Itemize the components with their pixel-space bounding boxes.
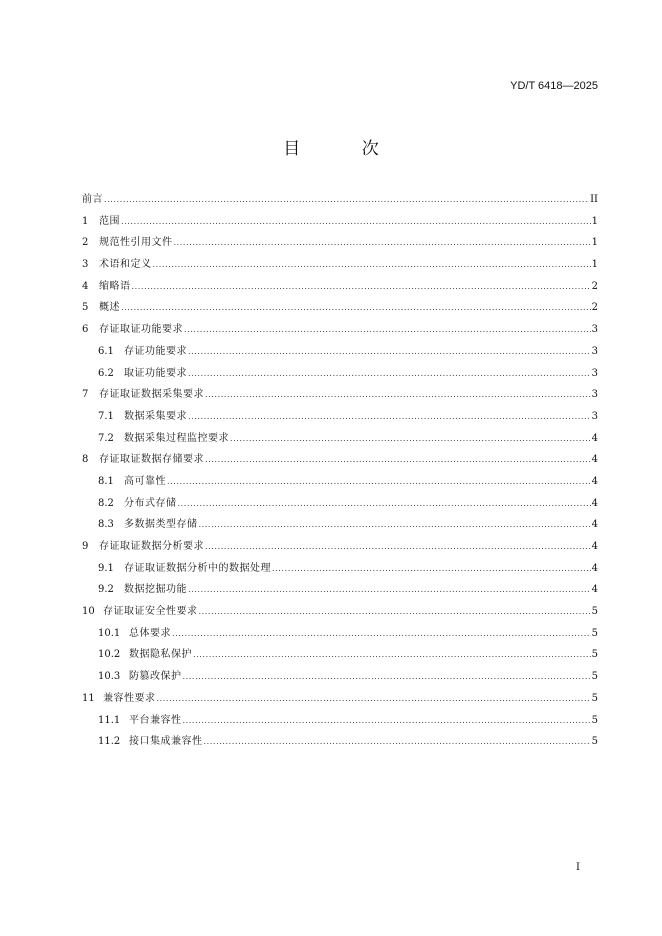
toc-entry-page: 3 (591, 345, 598, 357)
toc-entry-page: 4 (591, 475, 598, 487)
toc-entry-label: 概述 (99, 302, 120, 314)
toc-entry-page: 4 (591, 519, 598, 531)
toc-entry[interactable] (82, 276, 598, 298)
toc-entry[interactable] (82, 688, 598, 710)
toc-entry-page: 4 (591, 432, 598, 444)
toc-entry-number: 8.1 (98, 475, 114, 487)
toc-dot-leader (184, 319, 591, 341)
table-of-contents (82, 189, 598, 753)
toc-entry-page: 4 (591, 584, 598, 596)
toc-entry-number: 11.2 (98, 736, 121, 748)
toc-entry[interactable] (82, 449, 598, 471)
toc-entry-label: 存证取证数据分析要求 (99, 541, 204, 552)
toc-entry-page: 4 (591, 562, 598, 574)
toc-entry-label: 分布式存储 (124, 497, 177, 509)
toc-entry[interactable] (82, 558, 598, 580)
toc-entry-number: 9 (82, 541, 89, 552)
page-title: 目 次 (283, 139, 407, 159)
toc-entry[interactable] (82, 666, 598, 688)
toc-entry[interactable] (82, 189, 598, 211)
toc-dot-leader (188, 406, 591, 428)
toc-entry-number: 10.1 (98, 627, 121, 639)
toc-dot-leader (121, 297, 591, 319)
toc-entry-number: 5 (82, 302, 89, 314)
toc-entry-label: 前言 (82, 194, 103, 205)
toc-entry-page: 4 (591, 454, 598, 466)
toc-entry-label: 高可靠性 (124, 475, 166, 487)
toc-dot-leader (157, 688, 591, 710)
toc-entry[interactable] (82, 536, 598, 558)
toc-entry-page: 4 (591, 497, 598, 509)
toc-entry[interactable] (82, 493, 598, 515)
toc-entry-page: 3 (591, 367, 598, 379)
toc-entry-number: 10.2 (98, 649, 121, 661)
toc-entry-label: 数据采集要求 (124, 410, 187, 422)
toc-dot-leader (167, 471, 591, 493)
toc-entry-page: 4 (591, 541, 598, 552)
toc-dot-leader (205, 536, 591, 558)
toc-entry-page: II (590, 194, 598, 205)
toc-entry-number: 8.2 (98, 497, 114, 509)
toc-entry-page: 5 (591, 736, 598, 748)
toc-entry-label: 平台兼容性 (129, 714, 182, 726)
toc-entry-label: 存证取证数据采集要求 (99, 389, 204, 401)
page-number: I (576, 862, 580, 873)
toc-entry[interactable] (82, 428, 598, 450)
toc-dot-leader (153, 254, 591, 276)
toc-entry[interactable] (82, 232, 598, 254)
toc-entry[interactable] (82, 710, 598, 732)
toc-dot-leader (121, 211, 591, 233)
toc-entry[interactable] (82, 363, 598, 385)
toc-entry-label: 数据隐私保护 (129, 649, 192, 661)
toc-entry-label: 规范性引用文件 (99, 237, 173, 249)
toc-entry-number: 7.1 (98, 410, 114, 422)
toc-entry-page: 3 (591, 389, 598, 401)
toc-entry[interactable] (82, 471, 598, 493)
toc-entry-number: 6.2 (98, 367, 114, 379)
toc-dot-leader (205, 384, 591, 406)
toc-entry-page: 5 (591, 671, 598, 683)
toc-entry[interactable] (82, 731, 598, 753)
toc-entry-number: 6 (82, 324, 89, 336)
toc-entry-page: 5 (591, 627, 598, 639)
toc-entry-label: 存证取证数据存储要求 (99, 454, 204, 466)
toc-entry[interactable] (82, 384, 598, 406)
toc-entry-number: 7.2 (98, 432, 114, 444)
toc-dot-leader (199, 601, 591, 623)
toc-dot-leader (188, 341, 591, 363)
toc-entry[interactable] (82, 341, 598, 363)
toc-dot-leader (188, 579, 591, 601)
toc-entry[interactable] (82, 579, 598, 601)
toc-entry-number: 2 (82, 237, 89, 249)
toc-entry[interactable] (82, 254, 598, 276)
toc-entry[interactable] (82, 211, 598, 233)
toc-entry-label: 总体要求 (129, 627, 171, 639)
toc-entry-label: 术语和定义 (99, 259, 152, 271)
toc-entry-page: 1 (591, 259, 598, 271)
toc-entry-page: 1 (591, 215, 598, 227)
toc-entry[interactable] (82, 644, 598, 666)
toc-entry-number: 10 (82, 606, 95, 618)
toc-dot-leader (193, 644, 591, 666)
toc-entry-label: 存证功能要求 (124, 345, 187, 357)
toc-entry-page: 5 (591, 692, 598, 704)
toc-entry-number: 9.2 (98, 584, 114, 596)
toc-entry-number: 10.3 (98, 671, 121, 683)
toc-dot-leader (230, 428, 591, 450)
toc-dot-leader (204, 731, 591, 753)
toc-entry-page: 5 (591, 606, 598, 618)
standard-code: YD/T 6418—2025 (510, 80, 598, 92)
toc-entry-label: 兼容性要求 (103, 692, 156, 704)
toc-dot-leader (172, 623, 591, 645)
toc-entry-number: 9.1 (98, 562, 114, 574)
toc-entry[interactable] (82, 319, 598, 341)
toc-entry-page: 2 (591, 302, 598, 314)
toc-entry-label: 数据采集过程监控要求 (124, 432, 229, 444)
toc-entry-label: 范围 (99, 215, 120, 227)
toc-entry-label: 接口集成兼容性 (129, 736, 203, 748)
toc-entry-label: 缩略语 (99, 280, 131, 292)
toc-entry[interactable] (82, 514, 598, 536)
toc-entry-label: 存证取证功能要求 (99, 324, 183, 336)
toc-entry-page: 1 (591, 237, 598, 249)
toc-dot-leader (104, 189, 589, 211)
toc-dot-leader (199, 514, 591, 536)
toc-entry-page: 5 (591, 649, 598, 661)
toc-entry-number: 6.1 (98, 345, 114, 357)
toc-dot-leader (183, 710, 591, 732)
toc-entry[interactable] (82, 297, 598, 319)
toc-entry-number: 3 (82, 259, 89, 271)
toc-dot-leader (132, 276, 591, 298)
toc-dot-leader (183, 666, 591, 688)
toc-entry[interactable] (82, 601, 598, 623)
toc-entry[interactable] (82, 623, 598, 645)
toc-dot-leader (188, 363, 591, 385)
toc-entry-page: 5 (591, 714, 598, 726)
toc-entry-label: 数据挖掘功能 (124, 584, 187, 596)
toc-dot-leader (174, 232, 591, 254)
toc-entry-page: 2 (591, 280, 598, 292)
toc-entry-label: 存证取证安全性要求 (103, 606, 198, 618)
toc-entry[interactable] (82, 406, 598, 428)
toc-entry-number: 11 (82, 692, 95, 704)
toc-entry-label: 多数据类型存储 (124, 519, 198, 531)
toc-entry-page: 3 (591, 324, 598, 336)
toc-entry-label: 存证取证数据分析中的数据处理 (124, 562, 271, 574)
toc-entry-page: 3 (591, 410, 598, 422)
toc-dot-leader (272, 558, 591, 580)
toc-entry-label: 防篡改保护 (129, 671, 182, 683)
toc-entry-number: 11.1 (98, 714, 121, 726)
toc-entry-number: 7 (82, 389, 89, 401)
toc-entry-number: 8.3 (98, 519, 114, 531)
toc-entry-label: 取证功能要求 (124, 367, 187, 379)
toc-entry-number: 8 (82, 454, 89, 466)
toc-dot-leader (178, 493, 591, 515)
toc-entry-number: 1 (82, 215, 89, 227)
toc-dot-leader (205, 449, 591, 471)
toc-entry-number: 4 (82, 280, 89, 292)
